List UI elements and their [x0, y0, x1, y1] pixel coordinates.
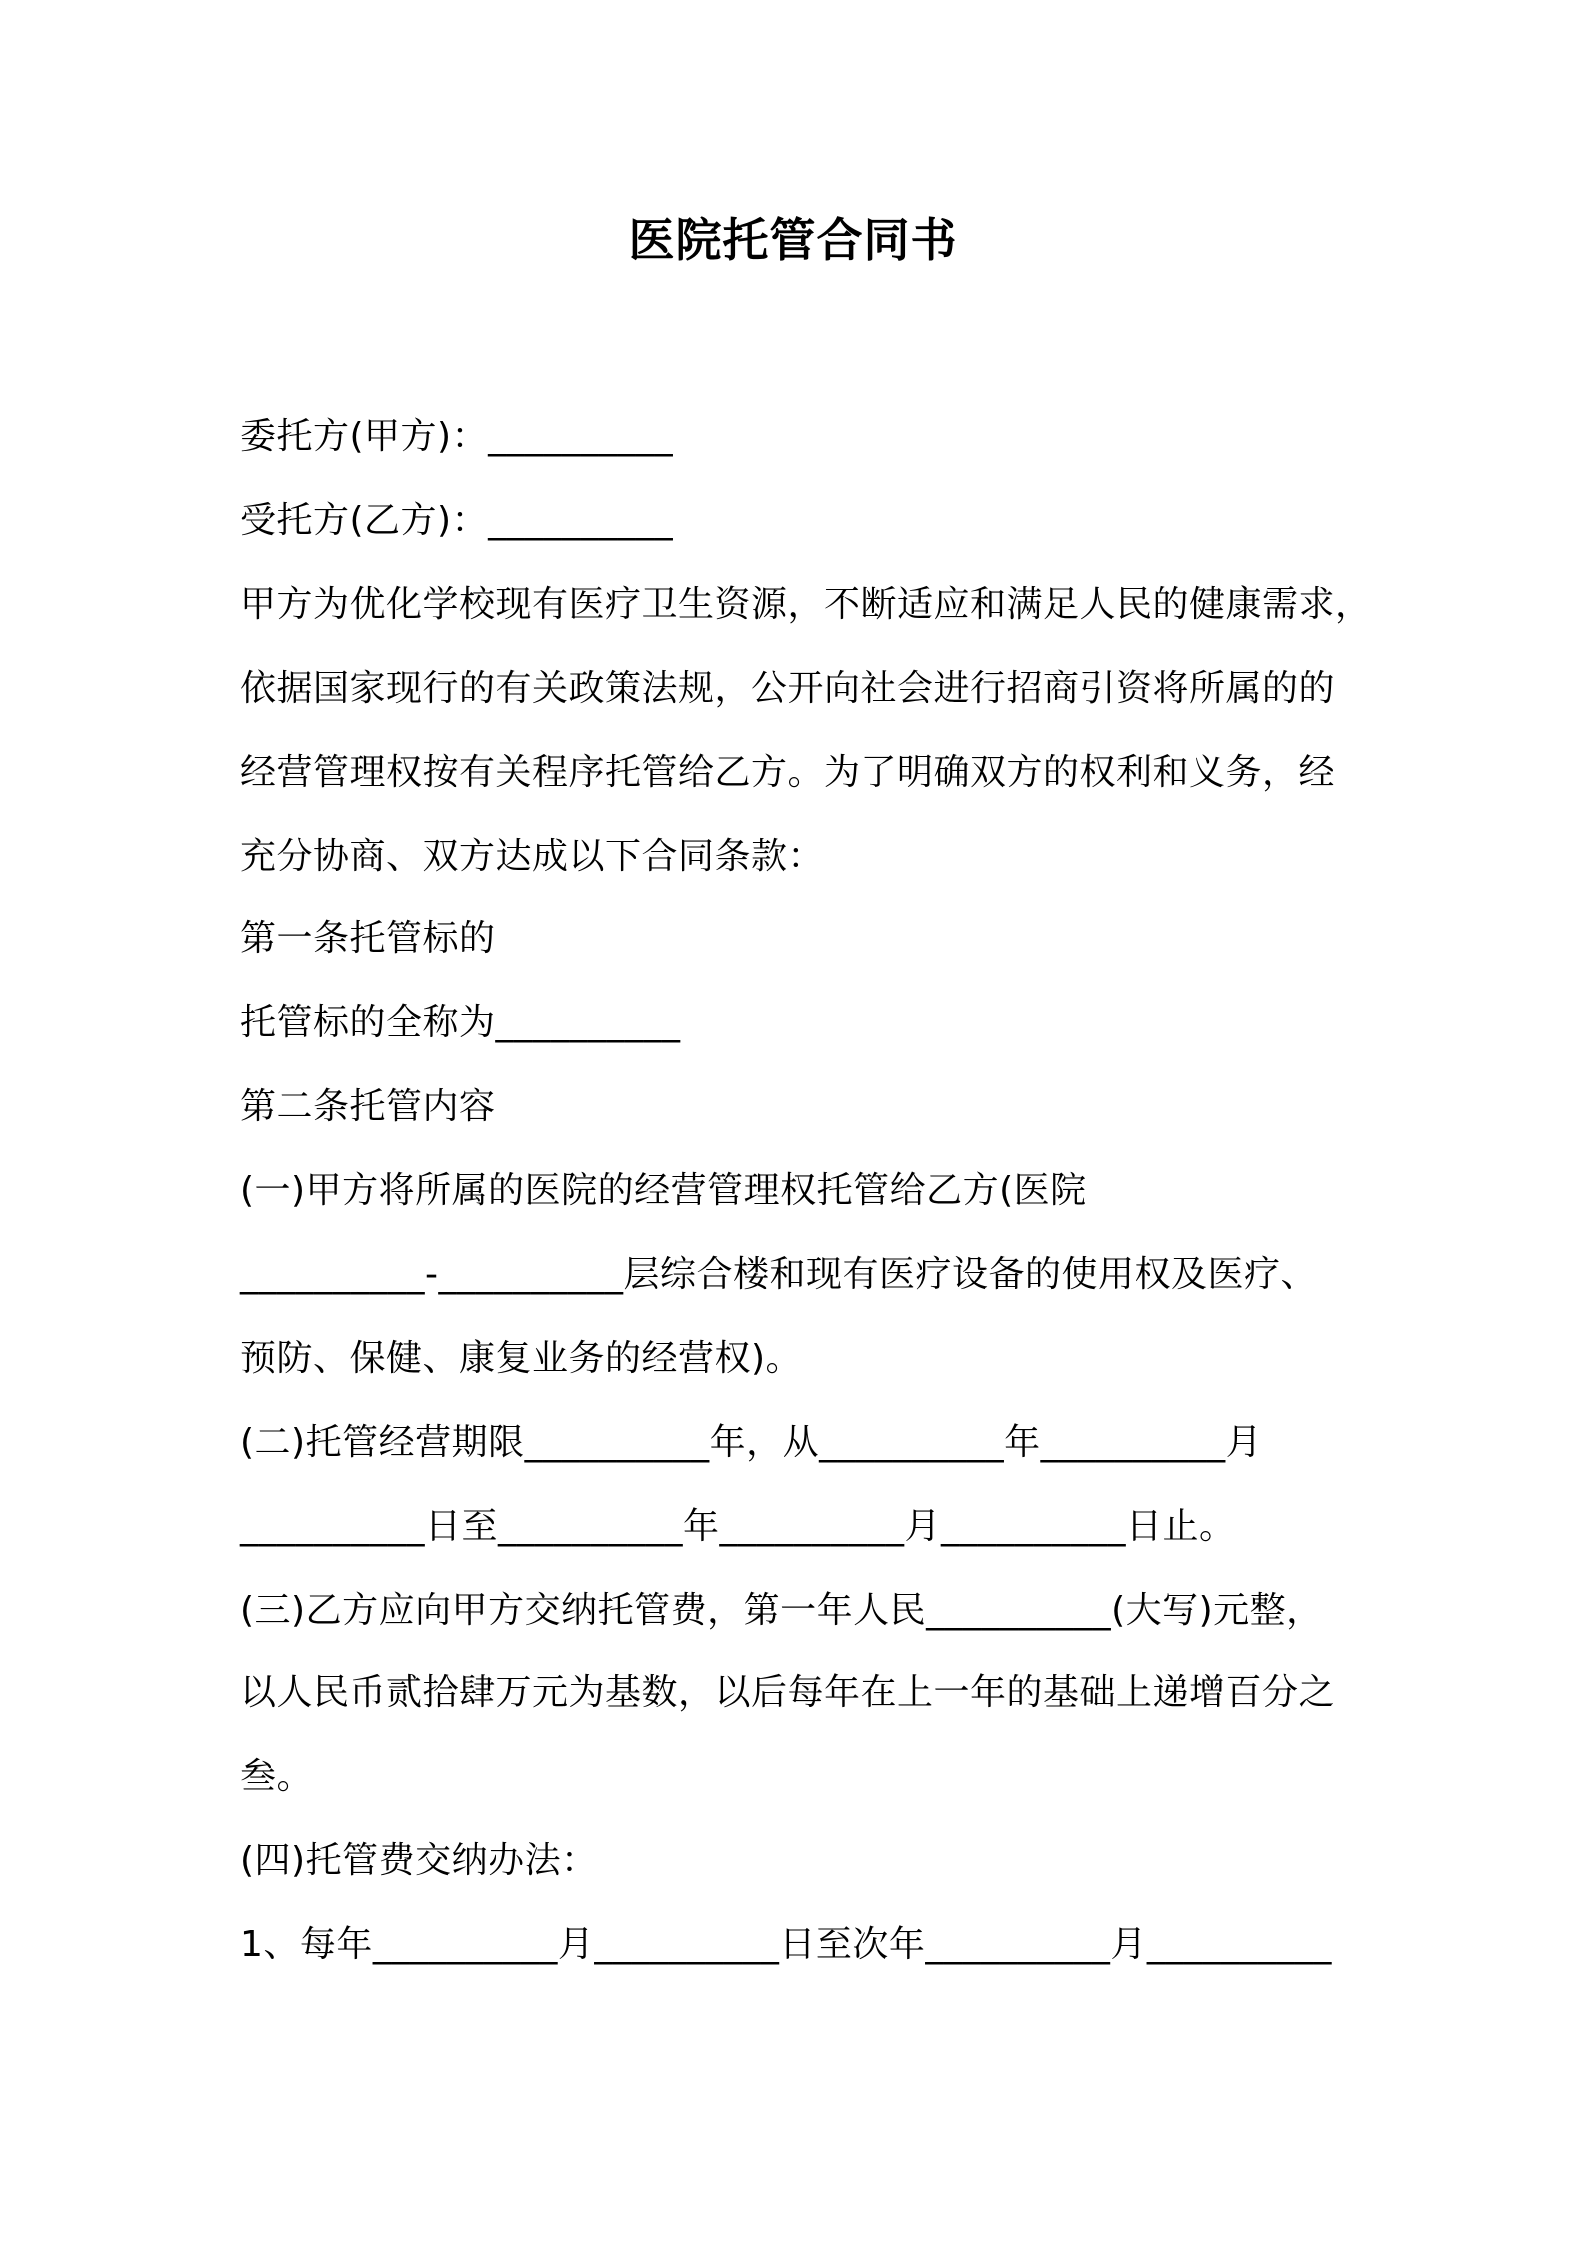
clause-2-line-2: __________日至__________年__________月__________日止。 [240, 1506, 1236, 1547]
clause-1-line-1: (一)甲方将所属的医院的经营管理权托管给乙方(医院 [240, 1170, 1087, 1211]
preamble-line-4: 充分协商、双方达成以下合同条款： [240, 836, 825, 877]
clause-1-line-2: __________-__________层综合楼和现有医疗设备的使用权及医疗、 [240, 1254, 1317, 1295]
party-b-line: 受托方(乙方)：__________ [240, 500, 674, 541]
preamble-line-2: 依据国家现行的有关政策法规，公开向社会进行招商引资将所属的的 [240, 668, 1336, 709]
document-title: 医院托管合同书 [628, 213, 958, 267]
party-a-line: 委托方(甲方)：__________ [240, 416, 674, 457]
clause-2-line-1: (二)托管经营期限__________年，从__________年__________月 [240, 1422, 1263, 1463]
clause-4-heading: (四)托管费交纳办法： [240, 1840, 598, 1881]
article-1-body: 托管标的全称为__________ [240, 1002, 681, 1043]
preamble-line-3: 经营管理权按有关程序托管给乙方。为了明确双方的权利和义务，经 [240, 752, 1336, 793]
article-1-heading: 第一条托管标的 [240, 918, 496, 959]
preamble-line-1: 甲方为优化学校现有医疗卫生资源，不断适应和满足人民的健康需求， [240, 584, 1372, 625]
clause-3-line-3: 叁。 [240, 1756, 314, 1797]
clause-1-line-3: 预防、保健、康复业务的经营权)。 [240, 1338, 803, 1379]
clause-3-line-2: 以人民币贰拾肆万元为基数，以后每年在上一年的基础上递增百分之 [240, 1672, 1336, 1713]
clause-3-line-1: (三)乙方应向甲方交纳托管费，第一年人民__________(大写)元整， [240, 1590, 1323, 1631]
clause-4-item-1: 1、每年__________月__________日至次年__________月__________ [240, 1924, 1332, 1965]
article-2-heading: 第二条托管内容 [240, 1086, 496, 1127]
